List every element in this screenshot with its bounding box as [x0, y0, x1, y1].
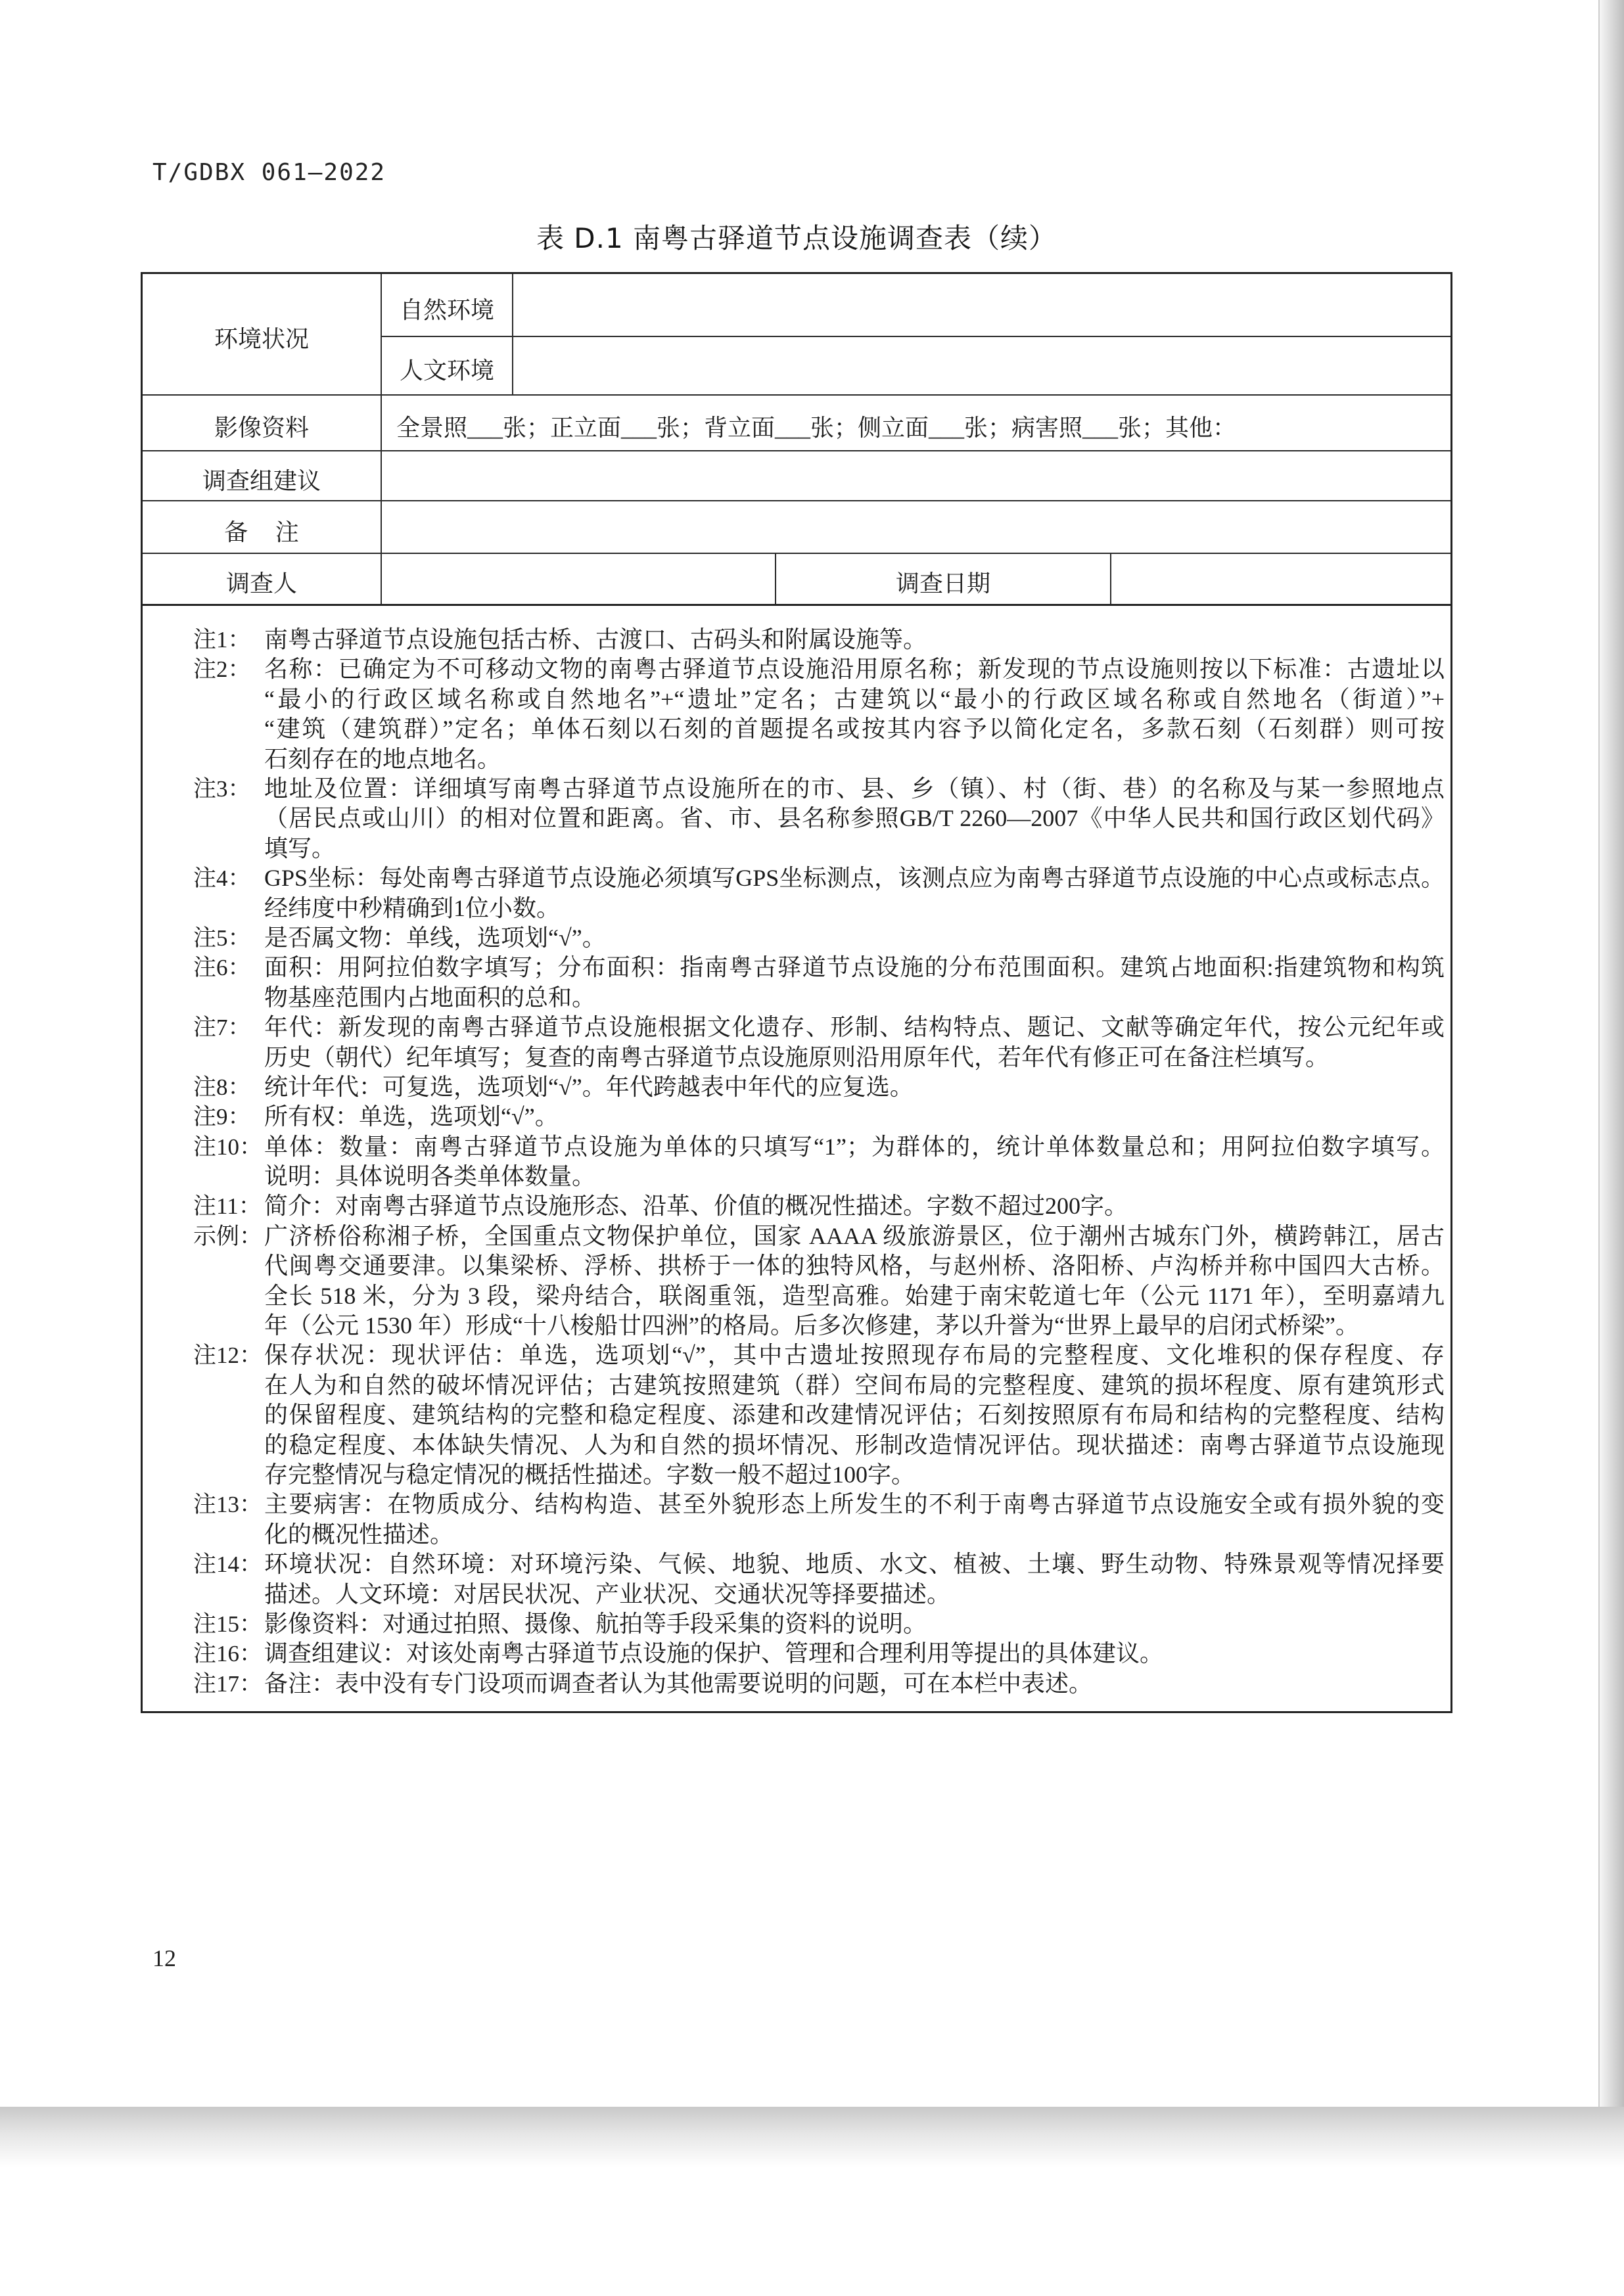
note-line: 年（公元 1530 年）形成“十八梭船廿四洲”的格局。后多次修建，茅以升誉为“世界上最早的启闭式桥梁”。: [264, 1312, 1359, 1339]
note-line: 名称：已确定为不可移动文物的南粤古驿道节点设施沿用原名称；新发现的节点设施则按以下标准：古遗址以: [264, 656, 1445, 683]
note-line: 备注：表中没有专门设项而调查者认为其他需要说明的问题，可在本栏中表述。: [264, 1670, 1093, 1697]
note-line: 单体：数量：南粤古驿道节点设施为单体的只填写“1”；为群体的，统计单体数量总和；用阿拉伯数字填写。: [264, 1133, 1445, 1160]
images-label: 影像资料: [214, 415, 309, 441]
note-label: 注11：: [193, 1193, 262, 1220]
note-text: [264, 1639, 1445, 1668]
note-item: [193, 625, 1445, 654]
note-line: 的稳定程度、本体缺失情况、人为和自然的损坏情况、形制改造情况评估。现状描述：南粤古驿道节点设施现: [264, 1431, 1445, 1458]
note-line: 化的概况性描述。: [264, 1521, 454, 1548]
note-line: 南粤古驿道节点设施包括古桥、古渡口、古码头和附属设施等。: [264, 626, 927, 653]
note-line: 的保留程度、建筑结构的完整和稳定程度、添建和改建情况评估；石刻按照原有布局和结构的完整程度、结构: [264, 1402, 1445, 1429]
note-line: 环境状况：自然环境：对环境污染、气候、地貌、地质、水文、植被、土壤、野生动物、特殊景观等情况择要: [264, 1551, 1445, 1578]
note-label: 注14：: [193, 1551, 263, 1578]
note-line: 调查组建议：对该处南粤古驿道节点设施的保护、管理和合理利用等提出的具体建议。: [264, 1640, 1164, 1667]
note-line: 物基座范围内占地面积的总和。: [264, 984, 596, 1011]
note-line: （居民点或山川）的相对位置和距离。省、市、县名称参照GB/T 2260—2007《中华人民共和国行政区划代码》: [264, 805, 1445, 832]
note-label: 注15：: [193, 1611, 263, 1637]
note-text: [264, 654, 1445, 774]
note-item: [193, 863, 1445, 923]
note-text: [264, 953, 1445, 1013]
note-text: [264, 863, 1445, 923]
note-text: [264, 774, 1445, 863]
table-title: 表 D.1 南粤古驿道节点设施调查表（续）: [536, 222, 1057, 254]
note-line: 保存状况：现状评估：单选，选项划“√”，其中古遗址按照现存布局的完整程度、文化堆积的保存程度、存: [264, 1342, 1445, 1369]
note-item: [193, 953, 1445, 1013]
human-environment-label: 人文环境: [399, 357, 494, 384]
note-text: [264, 1609, 1445, 1639]
note-line: 面积：用阿拉伯数字填写；分布面积：指南粤古驿道节点设施的分布范围面积。建筑占地面积:指建筑物和构筑: [264, 954, 1445, 981]
note-item: [193, 1013, 1445, 1072]
note-text: [264, 1669, 1445, 1699]
scan-edge-shadow: [1598, 0, 1624, 2108]
survey-date-label: 调查日期: [895, 570, 990, 597]
note-line: 统计年代：可复选，选项划“√”。年代跨越表中年代的应复选。: [264, 1073, 914, 1100]
investigator-field: [382, 554, 775, 604]
note-label: 注16：: [193, 1641, 263, 1667]
note-item: [193, 1490, 1445, 1550]
note-text: [264, 1191, 1445, 1221]
note-line: 描述。人文环境：对居民状况、产业状况、交通状况等择要描述。: [264, 1580, 951, 1607]
note-line: 是否属文物：单线，选项划“√”。: [264, 924, 606, 951]
note-text: [264, 923, 1445, 953]
note-label: 注8：: [193, 1074, 251, 1100]
note-item: [193, 923, 1445, 953]
note-line: “最小的行政区域名称或自然地名”+“遗址”定名；古建筑以“最小的行政区域名称或自然地名（街道）”+: [264, 685, 1445, 712]
note-label: 注10：: [193, 1134, 263, 1160]
notes-box: [141, 604, 1452, 1713]
investigator-label: 调查人: [225, 570, 297, 597]
note-item: [193, 1550, 1445, 1609]
note-label: 注5：: [193, 925, 251, 951]
note-label: 注13：: [193, 1492, 263, 1518]
note-line: “建筑（建筑群）”定名；单体石刻以石刻的首题提名或按其内容予以简化定名，多款石刻（石刻群）则可按: [264, 716, 1445, 743]
team-advice-label: 调查组建议: [202, 467, 321, 494]
note-text: [264, 1013, 1445, 1072]
note-label: 示例：: [193, 1223, 263, 1249]
note-line: 经纬度中秒精确到1位小数。: [264, 894, 561, 921]
note-text: [264, 1341, 1445, 1490]
note-line: 全长 518 米，分为 3 段，梁舟结合，联阁重瓴，造型高雅。始建于南宋乾道七年（公元 1171 年），至明嘉靖九: [264, 1282, 1445, 1309]
note-label: 注9：: [193, 1104, 251, 1130]
note-line: 年代：新发现的南粤古驿道节点设施根据文化遗存、形制、结构特点、题记、文献等确定年代，按公元纪年或: [264, 1014, 1445, 1041]
note-text: [264, 1102, 1445, 1132]
remarks-field: [382, 501, 1450, 553]
images-field: 全景照___张；正立面___张；背立面___张；侧立面___张；病害照___张；其他：: [396, 415, 1237, 441]
note-label: 注7：: [193, 1015, 251, 1041]
note-line: 影像资料：对通过拍照、摄像、航拍等手段采集的资料的说明。: [264, 1610, 927, 1637]
note-label: 注4：: [193, 865, 251, 892]
team-advice-field: [382, 451, 1450, 501]
note-item: [193, 1222, 1445, 1341]
survey-table: [141, 272, 1452, 606]
note-line: 所有权：单选，选项划“√”。: [264, 1103, 559, 1130]
note-line: 主要病害：在物质成分、结构构造、甚至外貌形态上所发生的不利于南粤古驿道节点设施安全或有损外貌的变: [264, 1491, 1445, 1518]
scan-bottom-band: [0, 2107, 1624, 2167]
survey-date-field: [1111, 554, 1450, 604]
note-item: [193, 1102, 1445, 1132]
remarks-label: 备 注: [224, 518, 299, 545]
note-line: 地址及位置：详细填写南粤古驿道节点设施所在的市、县、乡（镇）、村（街、巷）的名称及与某一参照地点: [264, 775, 1445, 802]
note-line: 存完整情况与稳定情况的概括性描述。字数一般不超过100字。: [264, 1461, 916, 1488]
note-label: 注1：: [193, 627, 251, 653]
note-line: 说明：具体说明各类单体数量。: [264, 1163, 596, 1190]
note-item: [193, 774, 1445, 863]
page-number: 12: [152, 1945, 176, 1971]
note-line: 广济桥俗称湘子桥，全国重点文物保护单位，国家 AAAA 级旅游景区，位于潮州古城东门外，横跨韩江，居古: [264, 1222, 1445, 1249]
note-item: [193, 1132, 1445, 1192]
note-label: 注12：: [193, 1343, 263, 1369]
note-line: 石刻存在的地点地名。: [264, 745, 501, 772]
document-code: T/GDBX 061—2022: [152, 159, 386, 186]
note-item: [193, 654, 1445, 774]
note-item: [193, 1669, 1445, 1699]
note-text: [264, 1490, 1445, 1550]
note-line: 在人为和自然的破坏情况评估；古建筑按照建筑（群）空间布局的完整程度、建筑的损坏程度、原有建筑形式: [264, 1371, 1445, 1398]
note-item: [193, 1639, 1445, 1668]
note-label: 注6：: [193, 955, 251, 981]
human-environment-field: [513, 337, 1450, 395]
notes-list: [193, 625, 1445, 1699]
note-label: 注2：: [193, 656, 251, 683]
note-line: 简介：对南粤古驿道节点设施形态、沿革、价值的概况性描述。字数不超过200字。: [264, 1193, 1128, 1220]
note-line: 历史（朝代）纪年填写；复查的南粤古驿道节点设施原则沿用原年代，若年代有修正可在备注栏填写。: [264, 1044, 1330, 1070]
note-line: 填写。: [264, 835, 336, 861]
note-text: [264, 1550, 1445, 1609]
note-text: [264, 1072, 1445, 1102]
note-label: 注17：: [193, 1670, 263, 1697]
note-item: [193, 1609, 1445, 1639]
note-text: [264, 1132, 1445, 1192]
note-text: [264, 1222, 1445, 1341]
environment-label: 环境状况: [214, 326, 309, 352]
note-text: [264, 625, 1445, 654]
note-line: 代闽粤交通要津。以集梁桥、浮桥、拱桥于一体的独特风格，与赵州桥、洛阳桥、卢沟桥并称中国四大古桥。: [264, 1252, 1445, 1279]
note-line: GPS坐标：每处南粤古驿道节点设施必须填写GPS坐标测点，该测点应为南粤古驿道节点设施的中心点或标志点。: [264, 865, 1445, 892]
natural-environment-label: 自然环境: [399, 296, 494, 323]
note-item: [193, 1341, 1445, 1490]
note-item: [193, 1191, 1445, 1221]
note-label: 注3：: [193, 775, 251, 802]
natural-environment-field: [513, 274, 1450, 336]
note-item: [193, 1072, 1445, 1102]
